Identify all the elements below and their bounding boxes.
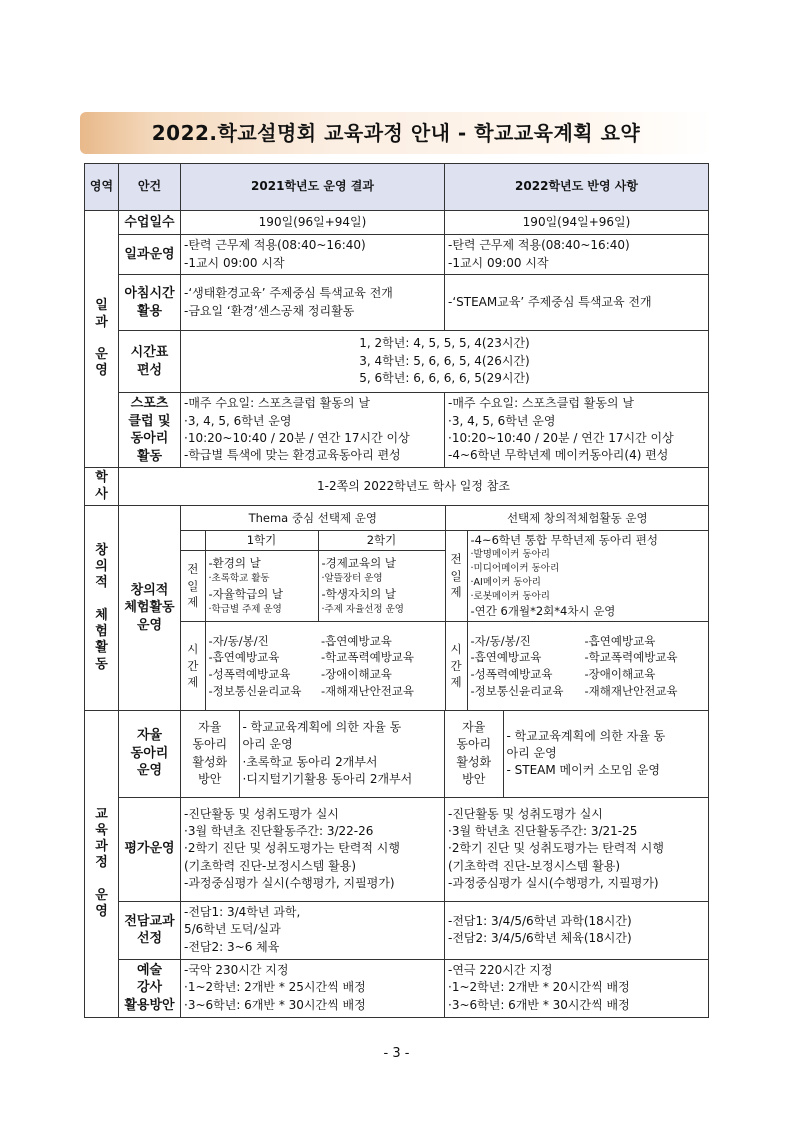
- sem1-jeonil-c: -자율학급의 날: [208, 586, 283, 601]
- header-2022: 2022학년도 반영 사항: [445, 164, 709, 211]
- header-topic: 안건: [119, 164, 181, 211]
- sigan-right: [467, 622, 709, 710]
- pyeongga-2022: -진단활동 및 성취도평가 실시 ·3월 학년초 진단활동주간: 3/21-25 ·2학기 진단 및 성취도평가는 탄력적 시행 (기초학력 진단-보정시스템 활용) -과정중심평가 실시(수행평가, 지필평가): [445, 797, 709, 901]
- right-jeonil-content: [467, 530, 709, 621]
- suup-2021: 190일(96일+94일): [181, 211, 445, 235]
- topic-yesul: 예술 강사 활용방안: [119, 959, 181, 1017]
- jayul-2021-label: 자율 동아리 활성화 방안: [181, 711, 239, 797]
- row-ilgwa: [85, 235, 709, 275]
- sem1-jeonil: [205, 550, 318, 621]
- r-jeonil-c: -연간 6개월*2회*4차시 운영: [470, 604, 616, 619]
- header-row: [85, 164, 709, 211]
- row-yesul: [85, 959, 709, 1017]
- topic-ilgwa: 일과운영: [119, 235, 181, 275]
- sem2-jeonil-b: ·알뜰장터 운영: [321, 573, 383, 585]
- sigan-left-b: -흡연예방교육 -학교폭력예방교육 -장애이해교육 -재해재난안전교육: [318, 622, 445, 710]
- jayul-2022-label: 자율 동아리 활성화 방안: [445, 711, 503, 797]
- row-jayul: [85, 710, 709, 797]
- ilgwa-2022: -탄력 근무제 적용(08:40~16:40) -1교시 09:00 시작: [445, 235, 709, 275]
- left-sigan-label: 시 간 제: [181, 622, 205, 710]
- changui-cell: [181, 506, 709, 710]
- jayul-2021-cell: [181, 710, 445, 797]
- left-jeonil-label: 전 일 제: [181, 550, 205, 621]
- plan-summary-table: [84, 163, 709, 1018]
- right-sigan-label: 시 간 제: [445, 622, 467, 710]
- changui-head-row: [181, 506, 709, 530]
- achim-2021: -‘생태환경교육’ 주제중심 특색교육 전개 -금요일 ‘환경’센스공채 정리활동: [181, 275, 445, 331]
- topic-pyeongga: 평가운영: [119, 797, 181, 901]
- haksa-merged: 1-2쪽의 2022학년도 학사 일정 참조: [119, 468, 709, 506]
- changui-inner-table: [181, 506, 709, 709]
- sem1-jeonil-a: -환경의 날: [208, 556, 261, 571]
- r-jeonil-b: ·발명메이커 동아리 ·미디어메이커 동아리 ·AI메이커 동아리 ·로봇메이커 동아리: [470, 549, 560, 602]
- sem1-label: 1학기: [205, 530, 318, 550]
- jeondam-2022: -전담1: 3/4/5/6학년 과학(18시간) -전담2: 3/4/5/6학년 체육(18시간): [445, 901, 709, 959]
- sem1-jeonil-b: ·초록학교 활동: [208, 573, 270, 585]
- changui-left-head: Thema 중심 선택제 운영: [181, 506, 445, 530]
- page-title: 2022.학교설명회 교육과정 안내 - 학교교육계획 요약: [151, 121, 641, 145]
- sem2-jeonil: [318, 550, 445, 621]
- row-sports: [85, 393, 709, 468]
- right-jeonil-label: 전 일 제: [445, 530, 467, 621]
- topic-jeondam: 전담교과 선정: [119, 901, 181, 959]
- sigan-merged: 1, 2학년: 4, 5, 5, 5, 4(23시간) 3, 4학년: 5, 6, 6, 5, 4(26시간) 5, 6학년: 6, 6, 6, 6, 5(29시간): [181, 331, 709, 393]
- sigan-right-b: -흡연예방교육 -학교폭력예방교육 -장애이해교육 -재해재난안전교육: [584, 633, 678, 698]
- changui-right-head: 선택제 창의적체험활동 운영: [445, 506, 709, 530]
- topic-suup: 수업일수: [119, 211, 181, 235]
- topic-changui: 창의적 체험활동 운영: [119, 506, 181, 710]
- row-suup: [85, 211, 709, 235]
- category-changui: 창 의 적 체 험 활 동: [85, 506, 119, 710]
- jayul-2021-content: - 학교교육계획에 의한 자율 동 아리 운영 ·초록학교 동아리 2개부서 ·디지털기기활용 동아리 2개부서: [242, 719, 413, 786]
- topic-sports: 스포츠 클럽 및 동아리 활동: [119, 393, 181, 468]
- ilgwa-2021: -탄력 근무제 적용(08:40~16:40) -1교시 09:00 시작: [181, 235, 445, 275]
- yesul-2022: -연극 220시간 지정 ·1~2학년: 2개반 * 20시간씩 배정 ·3~6학년: 6개반 * 30시간씩 배정: [445, 959, 709, 1017]
- suup-2022: 190일(94일+96일): [445, 211, 709, 235]
- sem1-jeonil-d: ·학급별 주제 운영: [208, 603, 282, 615]
- jayul-2022-content: - 학교교육계획에 의한 자율 동 아리 운영 - STEAM 메이커 소모임 운영: [506, 728, 666, 778]
- row-sigan: [85, 331, 709, 393]
- sports-2022: -매주 수요일: 스포츠클럽 활동의 날 ·3, 4, 5, 6학년 운영 ·10:20~10:40 / 20분 / 연간 17시간 이상 -4~6학년 무학년제 메이커동아리(4) 편성: [445, 393, 709, 468]
- row-pyeongga: [85, 797, 709, 901]
- sem2-jeonil-c: -학생자치의 날: [321, 586, 396, 601]
- topic-achim: 아침시간 활용: [119, 275, 181, 331]
- sem2-label: 2학기: [318, 530, 445, 550]
- row-changui: [85, 506, 709, 710]
- page-number: - 3 -: [383, 1046, 410, 1061]
- jeondam-2021: -전담1: 3/4학년 과학, 5/6학년 도덕/실과 -전담2: 3~6 체육: [181, 901, 445, 959]
- topic-sigan: 시간표 편성: [119, 331, 181, 393]
- category-haksa: 학 사: [85, 468, 119, 506]
- changui-sem-row: [181, 530, 709, 550]
- yesul-2021: -국악 230시간 지정 ·1~2학년: 2개반 * 25시간씩 배정 ·3~6학년: 6개반 * 30시간씩 배정: [181, 959, 445, 1017]
- topic-jayul: 자율 동아리 운영: [119, 710, 181, 797]
- achim-2022: -‘STEAM교육’ 주제중심 특색교육 전개: [445, 275, 709, 331]
- sem2-jeonil-d: ·주제 자율선정 운영: [321, 603, 404, 615]
- r-jeonil-a: -4~6학년 통합 무학년제 동아리 편성: [470, 532, 658, 547]
- sigan-left-a: -자/동/봉/진 -흡연예방교육 -성폭력예방교육 -정보통신윤리교육: [205, 622, 318, 710]
- header-area: 영역: [85, 164, 119, 211]
- jayul-2022-cell: [445, 710, 709, 797]
- category-ilgwa: 일 과 운 영: [85, 211, 119, 468]
- sem2-jeonil-a: -경제교육의 날: [321, 556, 396, 571]
- row-haksa: [85, 468, 709, 506]
- pyeongga-2021: -진단활동 및 성취도평가 실시 ·3월 학년초 진단활동주간: 3/22-26 ·2학기 진단 및 성취도평가는 탄력적 시행 (기초학력 진단-보정시스템 활용) -과정중심평가 실시(수행평가, 지필평가): [181, 797, 445, 901]
- row-achim: [85, 275, 709, 331]
- sports-2021: -매주 수요일: 스포츠클럽 활동의 날 ·3, 4, 5, 6학년 운영 ·10:20~10:40 / 20분 / 연간 17시간 이상 -학급별 특색에 맞는 환경교육동아리 편성: [181, 393, 445, 468]
- changui-sigan-row: [181, 622, 709, 710]
- category-gyoyuk: 교 육 과 정 운 영: [85, 710, 119, 1017]
- sigan-right-a: -자/동/봉/진 -흡연예방교육 -성폭력예방교육 -정보통신윤리교육: [470, 633, 564, 698]
- row-jeondam: [85, 901, 709, 959]
- header-2021: 2021학년도 운영 결과: [181, 164, 445, 211]
